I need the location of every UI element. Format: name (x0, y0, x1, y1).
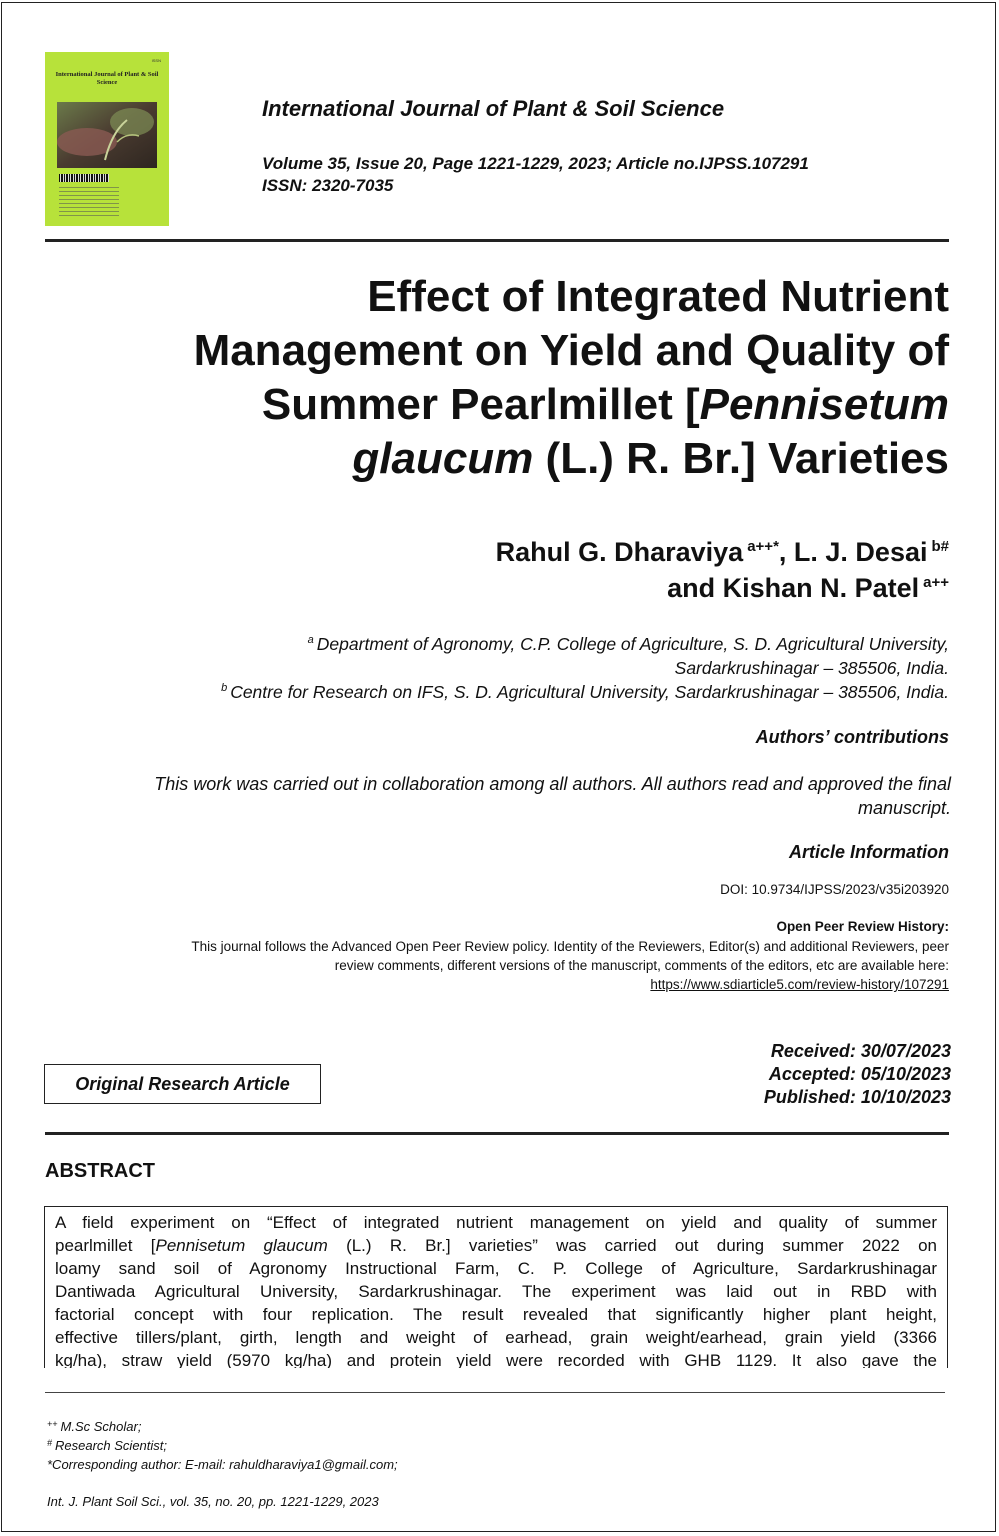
author-sup: a++* (747, 537, 779, 555)
author-name: Rahul G. Dharaviya (495, 537, 744, 567)
article-info-heading: Article Information (788, 842, 949, 862)
contributions-text: This work was carried out in collaboration among all authors. All authors read and approved the final manuscript. (154, 774, 951, 818)
contributions-heading: Authors’ contributions (755, 727, 949, 747)
title-line: Effect of Integrated Nutrient (367, 272, 949, 321)
date-accepted: Accepted: 05/10/2023 (768, 1064, 951, 1084)
authors-line (89, 534, 949, 570)
title-line: Summer Pearlmillet [Pennisetum (261, 380, 949, 429)
cover-text-lines (59, 187, 119, 217)
cover-title: International Journal of Plant & Soil Science (55, 71, 159, 86)
header-rule (45, 239, 949, 242)
cover-issn: ISSN (151, 58, 161, 63)
affiliation-a: $^a$ Department of Agronomy, C.P. College of Agriculture, S. D. Agricultural University, (307, 634, 949, 654)
article-type-box: Original Research Article (44, 1064, 321, 1104)
author-name: and Kishan N. Patel (667, 573, 920, 603)
abstract-text: A field experiment on “Effect of integrated nutrient management on yield and quality of summer pearlmillet [Pennisetum glaucum (L.) R. Br.] varieties” was carried out during summer 2022 on loamy sand soil of Agronomy Instructional Farm, C. P. College of Agriculture, Sardarkrushinagar Dantiwada Agricultural University, Sardarkrushinagar. The experiment was laid out in RBD with factorial concept with four replication. The result revealed that significantly higher plant height, effective tillers/plant, girth, length and weight of earhead, grain weight/earhead, grain yield (3366 kg/ha), straw yield (5970 kg/ha) and protein yield were recorded with GHB 1129. It also gave the (55, 1213, 937, 1368)
author-sup: a++ (923, 573, 949, 591)
date-received: Received: 30/07/2023 (770, 1041, 951, 1061)
journal-name: International Journal of Plant & Soil Science (262, 96, 725, 121)
dates (764, 1040, 951, 1109)
footnote-msc: ++ M.Sc Scholar; (47, 1418, 142, 1434)
doi: DOI: 10.9734/IJPSS/2023/v35i203920 (720, 882, 949, 897)
article-title (89, 270, 949, 486)
authors (89, 534, 949, 606)
title-italic: glaucum (352, 434, 534, 483)
peer-review-heading: Open Peer Review History: (776, 919, 949, 934)
cover-barcode (59, 174, 109, 182)
author-sup: b# (931, 537, 949, 555)
journal-volume: Volume 35, Issue 20, Page 1221-1229, 2023; Article no.IJPSS.107291 (262, 154, 809, 173)
title-italic: Pennisetum (699, 380, 949, 429)
citation: Int. J. Plant Soil Sci., vol. 35, no. 20, pp. 1221-1229, 2023 (47, 1494, 379, 1509)
review-history-link[interactable]: https://www.sdiarticle5.com/review-history/107291 (650, 977, 949, 992)
abstract-heading: ABSTRACT (45, 1160, 155, 1182)
journal-cover-image (45, 52, 169, 226)
abstract-box (44, 1206, 948, 1368)
peer-review-text: This journal follows the Advanced Open Peer Review policy. Identity of the Reviewers, Editor(s) and additional Reviewers, peer review comments, different versions of the manuscript, comments of the editors, etc are available here: https://www.sdiarticle5.com/review-history/107291 (191, 939, 949, 992)
section-rule (45, 1132, 949, 1135)
affiliation-b: $^b$ Centre for Research on IFS, S. D. Agricultural University, Sardarkrushinagar – 385506, India. (221, 682, 949, 702)
journal-issn: ISSN: 2320-7035 (262, 176, 394, 195)
footnote-corresponding: *Corresponding author: E-mail: rahuldharaviya1@gmail.com; (47, 1457, 398, 1472)
title-line: Management on Yield and Quality of (193, 326, 949, 375)
date-published: Published: 10/10/2023 (763, 1087, 951, 1107)
title-line: glaucum (L.) R. Br.] Varieties (352, 434, 949, 483)
author-name: , L. J. Desai (778, 537, 928, 567)
footnote-rule (45, 1392, 945, 1393)
affiliation-a-cont: Sardarkrushinagar – 385506, India. (674, 658, 949, 678)
footnote-research: # Research Scientist; (47, 1437, 168, 1453)
authors-line (89, 570, 949, 606)
